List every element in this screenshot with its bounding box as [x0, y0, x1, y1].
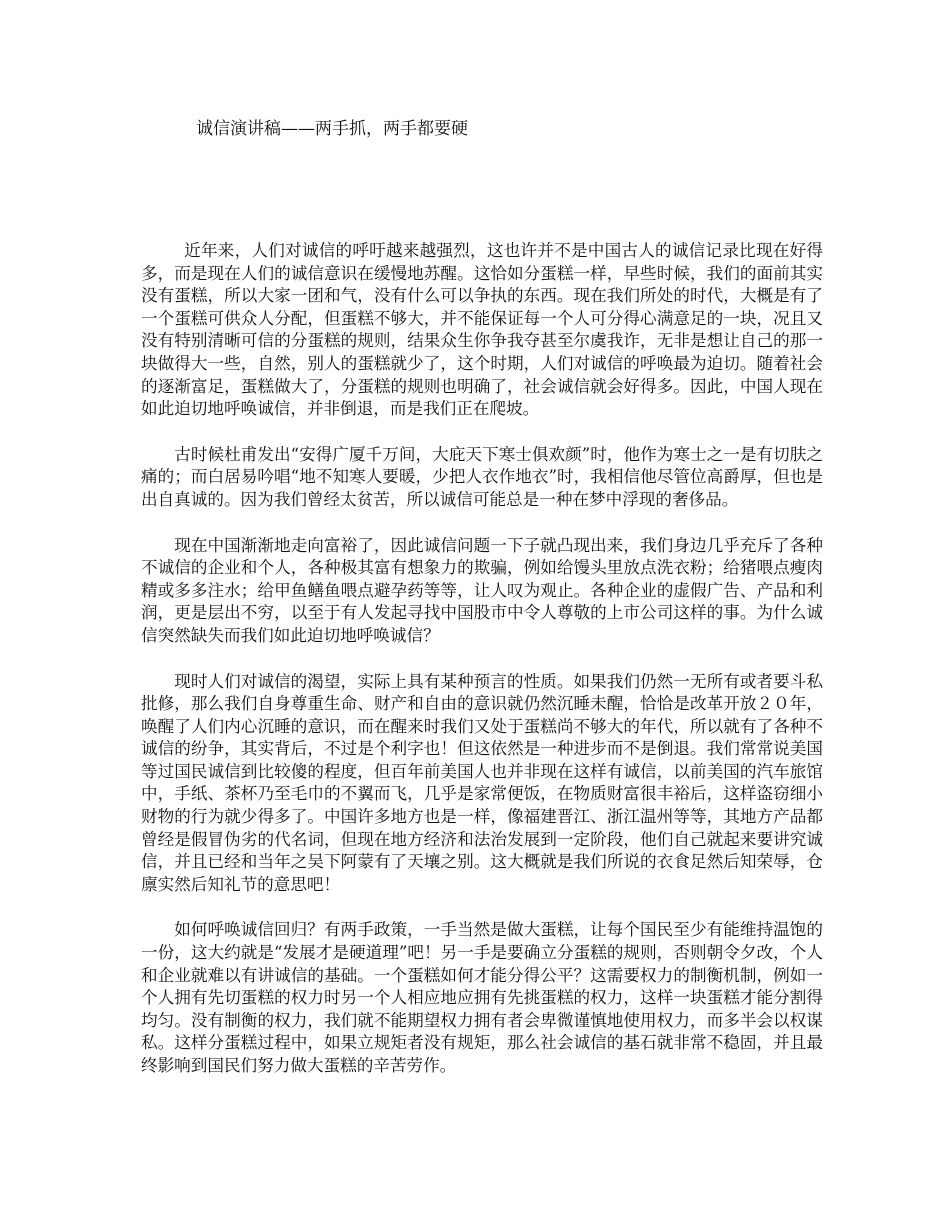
paragraph-4: 现时人们对诚信的渴望，实际上具有某种预言的性质。如果我们仍然一无所有或者要斗私批修，那么我们自身尊重生命、财产和自由的意识就仍然沉睡未醒，恰恰是改革开放２０年，唤醒了人们内心沉睡的意识，而在醒来时我们又处于蛋糕尚不够大的年代，所以就有了各种不诚信的纷争，其实背后，不过是个利字也！但这依然是一种进步而不是倒退。我们常常说美国等过国民诚信到比较傻的程度，但百年前美国人也并非现在这样有诚信，以前美国的汽车旅馆中，手纸、茶杯乃至毛巾的不翼而飞，几乎是家常便饭，在物质财富很丰裕后，这样盗窃细小财物的行为就少得多了。中国许多地方也是一样，像福建晋江、浙江温州等等，其地方产品都曾经是假冒伪劣的代名词，但现在地方经济和法治发展到一定阶段，他们自己就起来要讲究诚信，并且已经和当年之吴下阿蒙有了天壤之别。这大概就是我们所说的衣食足然后知荣辱，仓廪实然后知礼节的意思吧！ — [141, 671, 823, 894]
paragraph-1: 近年来，人们对诚信的呼吁越来越强烈，这也许并不是中国古人的诚信记录比现在好得多，而是现在人们的诚信意识在缓慢地苏醒。这恰如分蛋糕一样，早些时候，我们的面前其实没有蛋糕，所以大家一团和气，没有什么可以争执的东西。现在我们所处的时代，大概是有了一个蛋糕可供众人分配，但蛋糕不够大，并不能保证每一个人可分得心满意足的一块，况且又没有特别清晰可信的分蛋糕的规则，结果众生你争我夺甚至尔虞我诈，无非是想让自己的那一块做得大一些，自然，别人的蛋糕就少了，这个时期，人们对诚信的呼唤最为迫切。随着社会的逐渐富足，蛋糕做大了，分蛋糕的规则也明确了，社会诚信就会好得多。因此，中国人现在如此迫切地呼唤诚信，并非倒退，而是我们正在爬坡。 — [141, 241, 823, 419]
document-title: 诚信演讲稿——两手抓，两手都要硬 — [196, 119, 468, 139]
paragraph-5: 如何呼唤诚信回归？有两手政策，一手当然是做大蛋糕，让每个国民至少有能维持温饱的一份，这大约就是“发展才是硬道理”吧！另一手是要确立分蛋糕的规则，否则朝令夕改，个人和企业就难以有讲诚信的基础。一个蛋糕如何才能分得公平？这需要权力的制衡机制，例如一个人拥有先切蛋糕的权力时另一个人相应地应拥有先挑蛋糕的权力，这样一块蛋糕才能分割得均匀。没有制衡的权力，我们就不能期望权力拥有者会卑微谨慎地使用权力，而多半会以权谋私。这样分蛋糕过程中，如果立规矩者没有规矩，那么社会诚信的基石就非常不稳固，并且最终影响到国民们努力做大蛋糕的辛苦劳作。 — [141, 920, 823, 1075]
paragraph-2: 古时候杜甫发出“安得广厦千万间，大庇天下寒士俱欢颜”时，他作为寒士之一是有切肤之痛的；而白居易吟唱“地不知寒人要暖，少把人衣作地衣”时，我相信他尽管位高爵厚，但也是出自真诚的。因为我们曾经太贫苦，所以诚信可能总是一种在梦中浮现的奢侈品。 — [141, 444, 823, 509]
document-body — [141, 240, 823, 1101]
paragraph-3: 现在中国渐渐地走向富裕了，因此诚信问题一下子就凸现出来，我们身边几乎充斥了各种不诚信的企业和个人，各种极其富有想象力的欺骗，例如给馒头里放点洗衣粉；给猪喂点瘦肉精或多多注水；给甲鱼鳝鱼喂点避孕药等等，让人叹为观止。各种企业的虚假广告、产品和利润，更是层出不穷，以至于有人发起寻找中国股市中令人尊敬的上市公司这样的事。为什么诚信突然缺失而我们如此迫切地呼唤诚信？ — [141, 535, 823, 645]
